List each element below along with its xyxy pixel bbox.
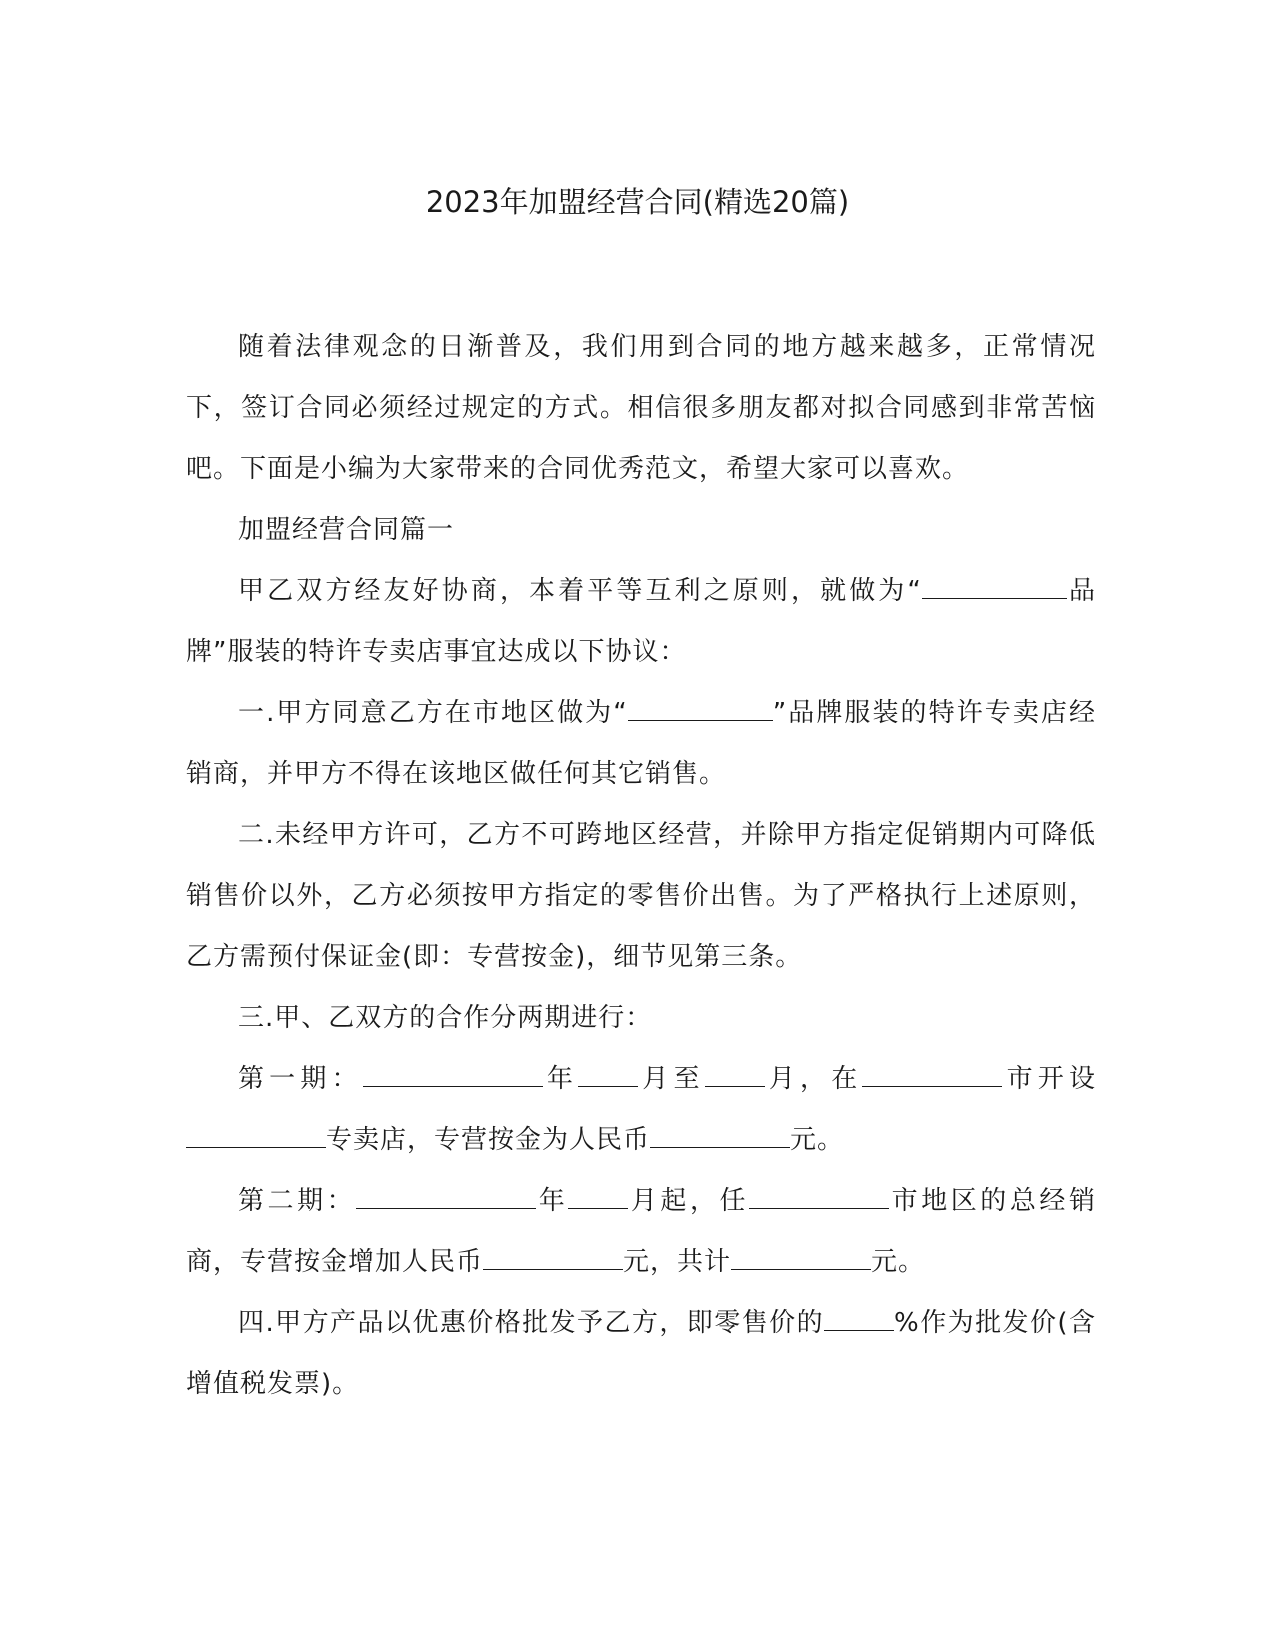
document-title: 2023年加盟经营合同(精选20篇) xyxy=(425,185,850,219)
deposit-increase-blank xyxy=(483,1247,623,1270)
brand-blank xyxy=(922,576,1067,599)
city-blank-2 xyxy=(749,1186,889,1209)
deposit-blank xyxy=(650,1125,790,1148)
clause-1: 一.甲方同意乙方在市地区做为“ ”品牌服装的特许专卖店经销商，并甲方不得在该地区做任何其它销售。 xyxy=(186,698,1096,789)
phase-1: 第一期： 年 月至 月，在 市开设专卖店，专营按金为人民币 元。 xyxy=(186,1049,1096,1171)
document-body xyxy=(186,317,1096,1415)
month-blank-2 xyxy=(568,1186,628,1209)
month-start-blank xyxy=(578,1064,638,1087)
year-blank xyxy=(363,1064,543,1087)
preamble-paragraph: 甲乙双方经友好协商，本着平等互利之原则，就做为“ 品牌”服装的特许专卖店事宜达成以下协议： xyxy=(186,576,1096,667)
city-blank xyxy=(862,1064,1002,1087)
month-end-blank xyxy=(705,1064,765,1087)
phase-2: 第二期： 年 月起，任 市地区的总经销商，专营按金增加人民币 元，共计 元。 xyxy=(186,1186,1096,1277)
year-blank-2 xyxy=(356,1186,536,1209)
intro-paragraph: 随着法律观念的日渐普及，我们用到合同的地方越来越多，正常情况下，签订合同必须经过规定的方式。相信很多朋友都对拟合同感到非常苦恼吧。下面是小编为大家带来的合同优秀范文，希望大家可以喜欢。 xyxy=(186,332,1096,484)
clause-4: 四.甲方产品以优惠价格批发予乙方，即零售价的 %作为批发价(含增值税发票)。 xyxy=(186,1308,1097,1399)
section-heading: 加盟经营合同篇一 xyxy=(238,515,455,545)
total-blank xyxy=(731,1247,871,1270)
store-blank xyxy=(186,1125,326,1148)
clause-2: 二.未经甲方许可，乙方不可跨地区经营，并除甲方指定促销期内可降低销售价以外，乙方必须按甲方指定的零售价出售。为了严格执行上述原则，乙方需预付保证金(即：专营按金)，细节见第三条。 xyxy=(186,820,1096,972)
clause-3: 三.甲、乙双方的合作分两期进行： xyxy=(238,1003,653,1033)
percent-blank xyxy=(824,1308,894,1331)
brand-blank-2 xyxy=(628,698,773,721)
